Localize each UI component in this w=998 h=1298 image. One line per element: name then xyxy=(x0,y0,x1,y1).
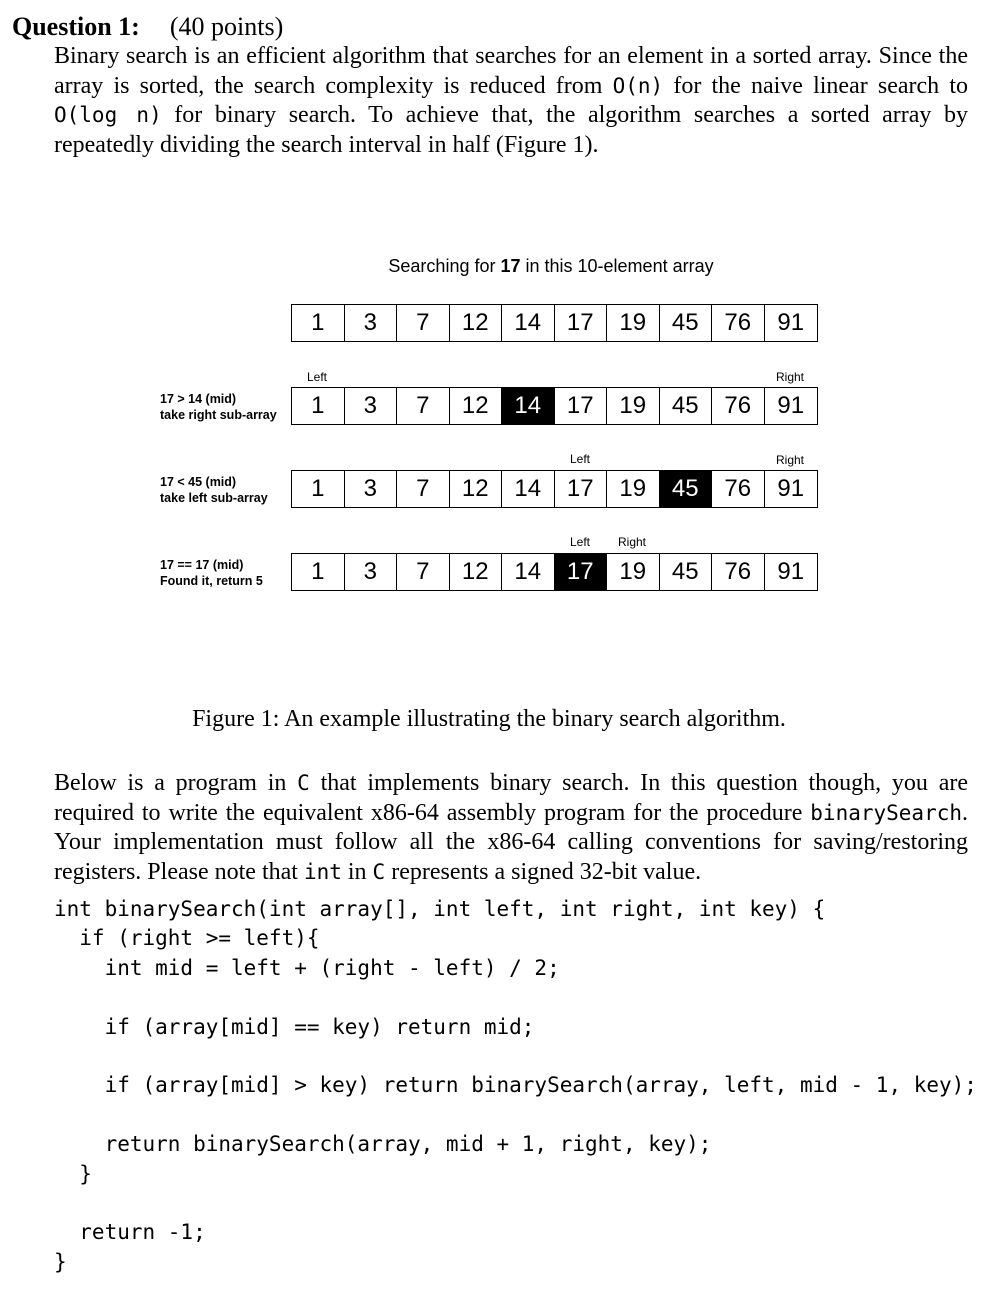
step3-note-line2: Found it, return 5 xyxy=(160,574,263,588)
array-cell: 1 xyxy=(292,305,345,341)
array-cell: 3 xyxy=(345,388,398,424)
figure-title xyxy=(0,256,998,277)
array-cell: 91 xyxy=(777,475,805,502)
array-cell: 19 xyxy=(607,471,660,507)
body-code-binarysearch: binarySearch xyxy=(810,800,962,825)
array-cell: 17 xyxy=(555,471,608,507)
question-points: (40 points) xyxy=(169,12,284,41)
array-cell: 12 xyxy=(450,388,503,424)
array-cell: 76 xyxy=(712,305,765,341)
intro-text-3: for binary search. To achieve that, the algorithm searches a sorted array by repeatedly dividing the search interval in half (Figure 1). xyxy=(54,102,968,158)
array-cell: 7 xyxy=(397,388,450,424)
array-row-step2 xyxy=(291,470,818,508)
array-cell: 76 xyxy=(712,471,765,507)
intro-code-on: O(n) xyxy=(612,73,664,98)
array-cell: 14 xyxy=(502,305,555,341)
question-header xyxy=(12,10,283,44)
array-cell: 76 xyxy=(712,388,765,424)
array-cell: 91 xyxy=(777,392,805,419)
array-cell: 7 xyxy=(397,305,450,341)
array-cell: 12 xyxy=(450,471,503,507)
array-cell-found: 17 xyxy=(555,554,608,590)
right-pointer-step2: Right xyxy=(775,453,805,467)
array-cell: 7 xyxy=(397,471,450,507)
figure-title-post: in this 10-element array xyxy=(520,256,714,276)
step2-note-line2: take left sub-array xyxy=(160,491,268,505)
body-paragraph xyxy=(54,769,968,887)
array-cell: 45 xyxy=(660,554,713,590)
array-cell: 3 xyxy=(345,471,398,507)
array-cell: 3 xyxy=(345,554,398,590)
right-pointer-step3: Right xyxy=(617,535,647,549)
body-code-int: int xyxy=(303,859,342,884)
array-cell: 76 xyxy=(712,554,765,590)
figure-caption: Figure 1: An example illustrating the binary search algorithm. xyxy=(192,706,786,732)
array-cell: 91 xyxy=(777,309,805,336)
array-cell: 17 xyxy=(555,388,608,424)
array-row-step1 xyxy=(291,387,818,425)
step1-note-line2: take right sub-array xyxy=(160,408,277,422)
question-title: Question 1: xyxy=(12,12,140,41)
step1-note-line1: 17 > 14 (mid) xyxy=(160,392,237,406)
step2-note-line1: 17 < 45 (mid) xyxy=(160,475,237,489)
intro-code-ologn: O(log n) xyxy=(54,103,162,127)
array-cell-mid: 14 xyxy=(502,388,555,424)
figure-title-pre: Searching for xyxy=(388,256,501,276)
right-pointer-step1: Right xyxy=(775,370,805,384)
intro-paragraph xyxy=(54,42,968,160)
left-pointer-step1: Left xyxy=(306,370,328,384)
array-cell: 19 xyxy=(607,305,660,341)
array-cell: 1 xyxy=(292,471,345,507)
array-cell: 14 xyxy=(502,554,555,590)
array-row-step3 xyxy=(291,553,818,591)
array-cell: 12 xyxy=(450,305,503,341)
array-cell: 45 xyxy=(660,388,713,424)
array-cell: 19 xyxy=(607,554,660,590)
array-cell: 7 xyxy=(397,554,450,590)
array-cell: 45 xyxy=(660,305,713,341)
array-cell-mid: 45 xyxy=(660,471,713,507)
left-pointer-step3: Left xyxy=(569,535,591,549)
step2-note xyxy=(160,474,268,506)
body-code-c: C xyxy=(297,771,310,795)
left-pointer-step2: Left xyxy=(569,452,591,466)
array-cell: 3 xyxy=(345,305,398,341)
array-cell: 14 xyxy=(502,471,555,507)
step1-note xyxy=(160,391,277,423)
intro-text-1: Binary search is an efficient algorithm that searches for an element in a sorted array. Since the array is sorted, the search complexity is reduced from xyxy=(54,43,968,99)
array-cell: 91 xyxy=(777,558,805,585)
body-text-5: represents a signed 32-bit value. xyxy=(385,858,702,885)
step3-note-line1: 17 == 17 (mid) xyxy=(160,558,244,572)
body-text-1: Below is a program in xyxy=(54,770,298,796)
array-cell: 17 xyxy=(555,305,608,341)
array-cell: 19 xyxy=(607,388,660,424)
body-text-3: . Your implementation must follow all the x86-64 calling conventions for saving/restoring registers. Please note that xyxy=(54,799,968,885)
body-text-4: in xyxy=(341,858,373,885)
array-row-initial xyxy=(291,304,818,342)
array-cell: 1 xyxy=(292,388,345,424)
step3-note xyxy=(160,557,263,589)
intro-text-2: for the naive linear search to xyxy=(663,72,968,99)
body-text-2: that implements binary search. In this question though, you are required to write the equivalent x86-64 assembly program for the procedure xyxy=(54,770,968,826)
figure-title-key: 17 xyxy=(500,256,521,276)
code-listing: int binarySearch(int array[], int left, int right, int key) { if (right >= left){ int mid = left + (right - left) / 2; if (array[mid] == key) return mid; if (array[mid] > key) return binarySearch(array, left, mid - 1, key); return binarySearch(array, mid + 1, right, key); } return -1; } xyxy=(54,897,977,1274)
array-cell: 12 xyxy=(450,554,503,590)
array-cell: 1 xyxy=(292,554,345,590)
body-code-c2: C xyxy=(372,859,386,884)
